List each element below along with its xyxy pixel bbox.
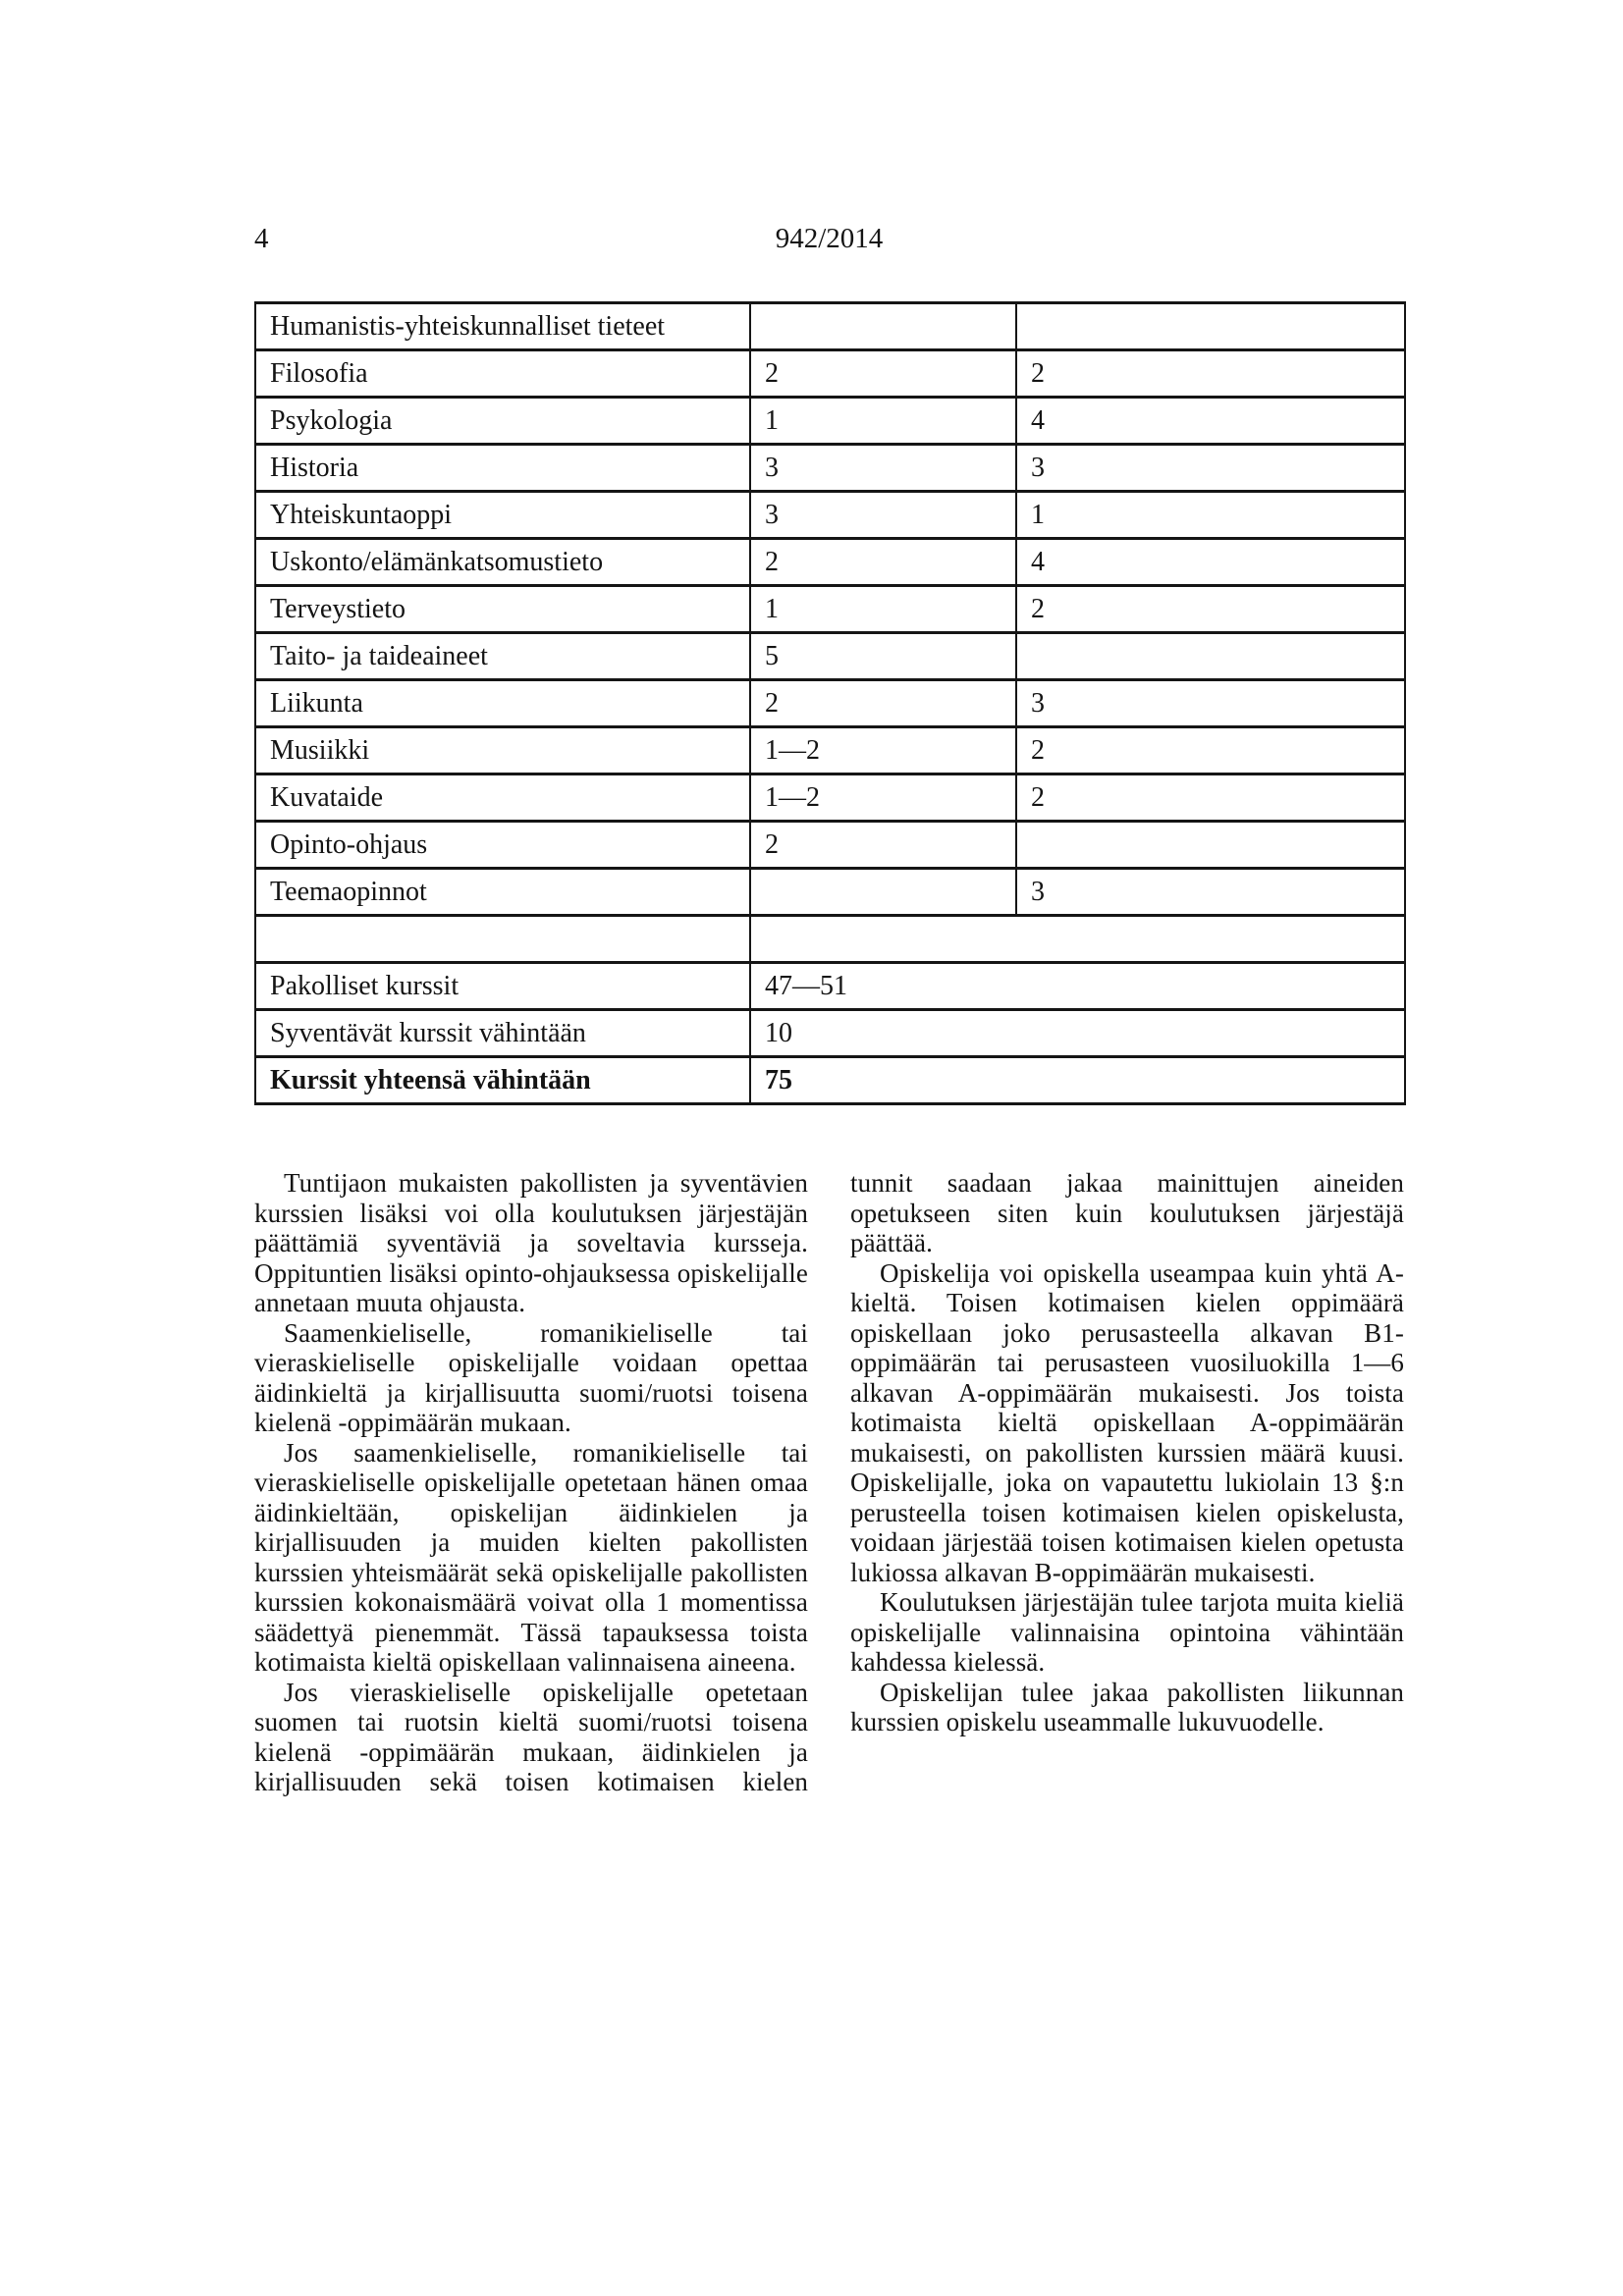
row-label: Opinto-ohjaus bbox=[255, 822, 750, 869]
row-value-col2: 5 bbox=[750, 633, 1016, 680]
row-label: Teemaopinnot bbox=[255, 869, 750, 916]
paragraph: Tuntijaon mukaisten pakollisten ja syventävien kurssien lisäksi voi olla koulutuksen järjestäjän päättämiä syventäviä ja soveltavia kursseja. Oppituntien lisäksi opinto-ohjauksessa opiskelijalle annetaan muuta ohjausta. bbox=[254, 1168, 808, 1317]
table-row bbox=[255, 727, 1405, 774]
row-label: Pakolliset kurssit bbox=[255, 963, 750, 1010]
table-row-summary bbox=[255, 963, 1405, 1010]
row-value-col2 bbox=[750, 303, 1016, 350]
table-row-summary bbox=[255, 1010, 1405, 1057]
row-label: Psykologia bbox=[255, 398, 750, 445]
table-row bbox=[255, 633, 1405, 680]
row-label: Historia bbox=[255, 445, 750, 492]
row-value-col2: 3 bbox=[750, 445, 1016, 492]
paragraph: Opiskelijan tulee jakaa pakollisten liikunnan kurssien opiskelu useammalle lukuvuodelle. bbox=[850, 1677, 1404, 1736]
row-value-col3: 3 bbox=[1016, 869, 1405, 916]
document-reference: 942/2014 bbox=[775, 223, 884, 254]
table-row bbox=[255, 586, 1405, 633]
row-value-merged: 10 bbox=[750, 1010, 1405, 1057]
row-value-col3 bbox=[1016, 822, 1405, 869]
row-value-col2: 1 bbox=[750, 398, 1016, 445]
row-value-col3: 4 bbox=[1016, 539, 1405, 586]
row-value-col3: 2 bbox=[1016, 774, 1405, 822]
row-label: Taito- ja taideaineet bbox=[255, 633, 750, 680]
row-value-merged: 75 bbox=[750, 1057, 1405, 1104]
row-label: Uskonto/elämänkatsomustieto bbox=[255, 539, 750, 586]
row-value-col2: 2 bbox=[750, 822, 1016, 869]
paragraph: Opiskelija voi opiskella useampaa kuin yhtä A-kieltä. Toisen kotimaisen kielen oppimäärä opiskellaan joko perusasteella alkavan B1-oppimäärän tai perusasteen vuosiluokilla 1—6 alkavan A-oppimäärän mukaisesti. Jos toista kotimaista kieltä opiskellaan A-oppimäärän mukaisesti, on pakollisten kurssien määrä kuusi. Opiskelijalle, joka on vapautettu lukiolain 13 §:n perusteella toisen kotimaisen kielen opiskelusta, voidaan järjestää toisen kotimaisen kielen opetusta lukiossa alkavan B-oppimäärän mukaisesti. bbox=[850, 1257, 1404, 1587]
row-value-col3 bbox=[1016, 303, 1405, 350]
paragraph: tunnit saadaan jakaa mainittujen aineiden opetukseen siten kuin koulutuksen järjestäjä päättää. bbox=[850, 1168, 1404, 1257]
row-value-col3: 1 bbox=[1016, 492, 1405, 539]
row-label: Liikunta bbox=[255, 680, 750, 727]
table-row bbox=[255, 680, 1405, 727]
text-column-right bbox=[850, 1168, 1404, 1797]
table-row-empty bbox=[255, 916, 1405, 963]
row-label: Terveystieto bbox=[255, 586, 750, 633]
paragraph: Saamenkieliselle, romanikieliselle tai vieraskieliselle opiskelijalle voidaan opettaa äidinkieltä ja kirjallisuutta suomi/ruotsi toisena kielenä -oppimäärän mukaan. bbox=[254, 1317, 808, 1437]
page-number: 4 bbox=[254, 223, 269, 254]
table-row bbox=[255, 774, 1405, 822]
page-header bbox=[254, 222, 1404, 261]
row-value-col3: 2 bbox=[1016, 350, 1405, 398]
text-column-left bbox=[254, 1168, 808, 1797]
table-row bbox=[255, 303, 1405, 350]
row-value-col3: 2 bbox=[1016, 727, 1405, 774]
row-label: Humanistis-yhteiskunnalliset tieteet bbox=[255, 303, 750, 350]
row-value-col2: 2 bbox=[750, 680, 1016, 727]
row-value-col2: 3 bbox=[750, 492, 1016, 539]
row-value-col2: 1 bbox=[750, 586, 1016, 633]
row-label: Kuvataide bbox=[255, 774, 750, 822]
row-value-merged: 47—51 bbox=[750, 963, 1405, 1010]
row-label: Kurssit yhteensä vähintään bbox=[255, 1057, 750, 1104]
paragraph: Jos vieraskieliselle opiskelijalle opetetaan suomen tai ruotsin kieltä suomi/ruotsi toisena kielenä -oppimäärän mukaan, äidinkielen ja kirjallisuuden sekä toisen kotimaisen kielen bbox=[254, 1677, 808, 1796]
table-row bbox=[255, 822, 1405, 869]
row-label: Syventävät kurssit vähintään bbox=[255, 1010, 750, 1057]
row-value-col2: 2 bbox=[750, 539, 1016, 586]
row-value-col3: 3 bbox=[1016, 445, 1405, 492]
row-value-col3: 3 bbox=[1016, 680, 1405, 727]
row-value-col3 bbox=[1016, 633, 1405, 680]
table-row bbox=[255, 869, 1405, 916]
row-value-col2: 2 bbox=[750, 350, 1016, 398]
row-label: Filosofia bbox=[255, 350, 750, 398]
paragraph: Jos saamenkieliselle, romanikieliselle tai vieraskieliselle opiskelijalle opetetaan hänen omaa äidinkieltään, opiskelijan äidinkielen ja kirjallisuuden ja muiden kielten pakollisten kurssien yhteismäärät sekä opiskelijalle pakollisten kurssien kokonaismäärä voivat olla 1 momentissa säädettyä pienemmät. Tässä tapauksessa toista kotimaista kieltä opiskellaan valinnaisena aineena. bbox=[254, 1437, 808, 1677]
row-value-col3: 2 bbox=[1016, 586, 1405, 633]
paragraph: Koulutuksen järjestäjän tulee tarjota muita kieliä opiskelijalle valinnaisina opintoina vähintään kahdessa kielessä. bbox=[850, 1587, 1404, 1677]
row-value-col2: 1—2 bbox=[750, 774, 1016, 822]
table-row bbox=[255, 350, 1405, 398]
table-row-total bbox=[255, 1057, 1405, 1104]
row-value-col2 bbox=[750, 869, 1016, 916]
body-text bbox=[254, 1168, 1404, 1797]
row-value-col2: 1—2 bbox=[750, 727, 1016, 774]
table-row bbox=[255, 445, 1405, 492]
course-hours-table bbox=[254, 301, 1406, 1105]
row-value-merged bbox=[750, 916, 1405, 963]
table-row bbox=[255, 539, 1405, 586]
row-label: Musiikki bbox=[255, 727, 750, 774]
row-label bbox=[255, 916, 750, 963]
row-value-col3: 4 bbox=[1016, 398, 1405, 445]
row-label: Yhteiskuntaoppi bbox=[255, 492, 750, 539]
table-row bbox=[255, 492, 1405, 539]
table-row bbox=[255, 398, 1405, 445]
